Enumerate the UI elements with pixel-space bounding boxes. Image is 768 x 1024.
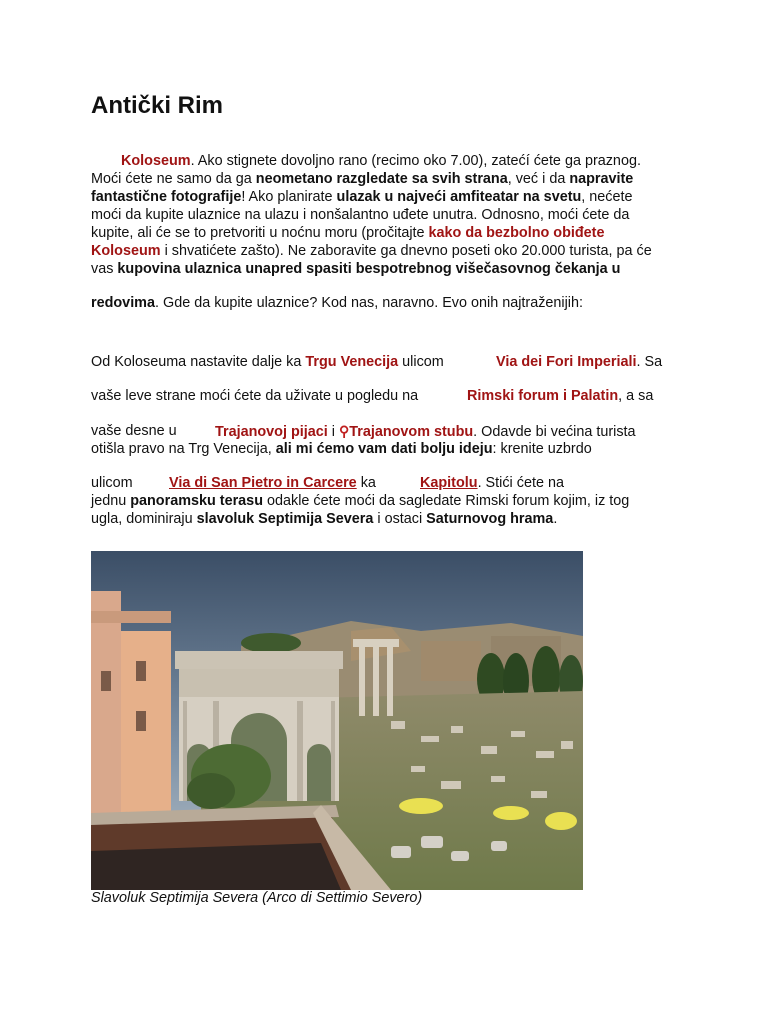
paragraph-2-line-7 — [91, 510, 557, 528]
text-span: ka — [356, 475, 376, 491]
koloseum-link[interactable]: Koloseum — [121, 153, 191, 169]
text-span: . Stići ćete na — [477, 475, 564, 491]
paragraph-1-line-5 — [91, 224, 604, 242]
photo-caption: Slavoluk Septimija Severa (Arco di Settimio Severo) — [91, 890, 423, 906]
roman-forum-photo — [91, 551, 583, 890]
text-span: Moći ćete ne samo da ga — [91, 171, 256, 187]
bold-text: fantastične fotografije — [91, 189, 242, 205]
colosseum-guide-link-2[interactable]: Koloseum — [91, 243, 161, 259]
text-span: ugla, dominiraju — [91, 511, 197, 527]
paragraph-2-line-2b — [467, 387, 653, 405]
via-di-san-pietro-link[interactable]: Via di San Pietro in Carcere — [169, 475, 357, 491]
paragraph-1-line-2 — [91, 170, 633, 188]
bold-text: ali mi ćemo vam dati bolju ideju — [275, 441, 493, 457]
bold-text: panoramsku terasu — [130, 493, 263, 509]
paragraph-2-line-6 — [91, 492, 629, 510]
map-pin-icon: ⚲ — [338, 423, 350, 439]
paragraph-2-line-2: vaše leve strane moći ćete da uživate u pogledu na — [91, 388, 419, 404]
text-span: i ostaci — [373, 511, 427, 527]
paragraph-2-line-3b — [215, 422, 636, 441]
bold-text: Saturnovog hrama — [426, 511, 554, 527]
bold-text: neometano razgledate sa svih strana — [255, 171, 508, 187]
text-span: i — [327, 424, 339, 440]
bold-text: redovima — [91, 295, 155, 311]
paragraph-1-line-4: moći da kupite ulaznice na ulazu i nonšalantno uđete unutra. Odnosno, moći ćete da — [91, 207, 630, 223]
trajanov-stub-link[interactable]: Trajanovom stubu — [349, 424, 474, 440]
text-span: : krenite uzbrdo — [492, 441, 592, 457]
paragraph-2-line-3: vaše desne u — [91, 423, 177, 439]
text-span: i shvatićete zašto). Ne zaboravite ga dnevno poseti oko 20.000 turista, pa će — [160, 243, 652, 259]
text-span: Od Koloseuma nastavite dalje ka — [91, 354, 306, 370]
text-span: ! Ako planirate — [241, 189, 337, 205]
paragraph-1-line-7 — [91, 260, 620, 278]
text-span: . — [553, 511, 558, 527]
paragraph-2-line-4 — [91, 440, 592, 458]
paragraph-1-line-6 — [91, 242, 652, 260]
bold-text: ulazak u najveći amfiteatar na svetu — [336, 189, 582, 205]
paragraph-2-line-1b — [496, 353, 662, 371]
colosseum-guide-link[interactable]: kako da bezbolno obiđete — [428, 225, 605, 241]
text-span: odakle ćete moći da sagledate Rimski forum kojim, iz tog — [262, 493, 630, 509]
bold-text: napravite — [569, 171, 634, 187]
text-span: , već i da — [507, 171, 570, 187]
text-span: jednu — [91, 493, 131, 509]
page-title: Antički Rim — [91, 92, 224, 119]
paragraph-2-line-5: ulicom — [91, 475, 133, 491]
paragraph-2-line-1 — [91, 353, 444, 371]
text-span: kupite, ali će se to pretvoriti u noćnu moru (pročitajte — [91, 225, 429, 241]
text-span: , a sa — [618, 388, 654, 404]
text-span: . Ako stignete dovoljno rano (recimo oko 7.00), zatećí ćete ga praznog. — [190, 153, 641, 169]
text-span: ulicom — [398, 354, 444, 370]
text-span: . Sa — [636, 354, 663, 370]
paragraph-2-line-5c — [420, 474, 564, 492]
trajanova-pijaca-link[interactable]: Trajanovoj pijaci — [215, 424, 328, 440]
text-span: vas — [91, 261, 118, 277]
text-span: , nećete — [581, 189, 633, 205]
bold-text: slavoluk Septimija Severa — [196, 511, 374, 527]
trg-venecija-link[interactable]: Trgu Venecija — [305, 354, 399, 370]
paragraph-1-line-8 — [91, 294, 583, 312]
text-span: otišla pravo na Trg Venecija, — [91, 441, 276, 457]
text-span: . Gde da kupite ulaznice? Kod nas, naravno. Evo onih najtraženijih: — [155, 295, 583, 311]
text-span: . Odavde bi većina turista — [473, 424, 636, 440]
bold-text: kupovina ulaznica unapred spasiti bespotrebnog višečasovnog čekanja u — [117, 261, 621, 277]
paragraph-1-line-1 — [121, 152, 641, 170]
paragraph-2-line-5b — [169, 474, 376, 492]
rimski-forum-link[interactable]: Rimski forum i Palatin — [467, 388, 619, 404]
paragraph-1-line-3 — [91, 188, 633, 206]
kapitol-link[interactable]: Kapitolu — [420, 475, 478, 491]
via-dei-fori-imperiali-link[interactable]: Via dei Fori Imperiali — [496, 354, 637, 370]
